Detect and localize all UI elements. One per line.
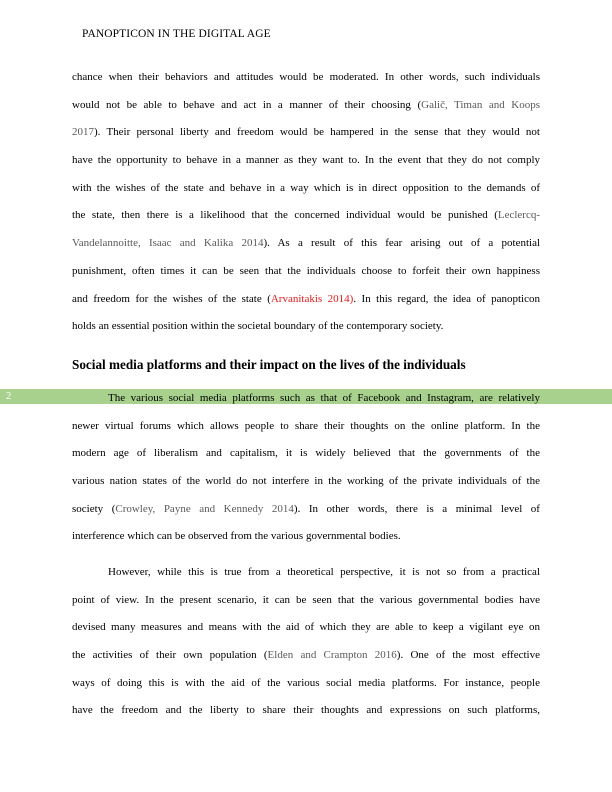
text-line: society (Crowley, Payne and Kennedy 2014). In other words, there is a minimal level of <box>72 502 540 515</box>
running-head: PANOPTICON IN THE DIGITAL AGE <box>82 28 271 40</box>
page-number: 2 <box>6 391 12 402</box>
text-line: However, while this is true from a theoretical perspective, it is not so from a practical <box>108 566 540 578</box>
text-line: point of view. In the present scenario, it can be seen that the various governmental bodies have <box>72 593 540 606</box>
text-line: with the wishes of the state and behave in a way which is in direct opposition to the demands of <box>72 181 540 194</box>
text-line: have the freedom and the liberty to share their thoughts and expressions on such platforms, <box>72 704 540 717</box>
text-line: ways of doing this is with the aid of the various social media platforms. For instance, people <box>72 676 540 689</box>
paragraph-2 <box>72 385 540 551</box>
citation: 2017 <box>72 126 94 139</box>
text-line: various nation states of the world do not interfere in the working of the private individuals of the <box>72 475 540 488</box>
citation: Elden and Crampton 2016 <box>267 649 397 662</box>
citation: Galič, Timan and Koops <box>421 98 541 111</box>
text-line: 2017). Their personal liberty and freedom would be hampered in the sense that they would not <box>72 126 540 139</box>
paragraph-3 <box>72 559 540 725</box>
paragraph-1 <box>72 64 540 341</box>
text-line: punishment, often times it can be seen that the individuals choose to forfeit their own happiness <box>72 264 540 277</box>
text-line: have the opportunity to behave in a manner as they want to. In the event that they do not comply <box>72 154 540 167</box>
text-line: the state, then there is a likelihood that the concerned individual would be punished (Leclercq- <box>72 209 540 222</box>
text-line: and freedom for the wishes of the state (Arvanitakis 2014). In this regard, the idea of panopticon <box>72 292 540 305</box>
citation: Crowley, Payne and Kennedy 2014 <box>115 502 294 515</box>
text-line: would not be able to behave and act in a manner of their choosing (Galič, Timan and Koops <box>72 98 541 111</box>
text-line: modern age of liberalism and capitalism, it is widely believed that the governments of the <box>72 447 540 460</box>
citation-highlighted: Arvanitakis 2014) <box>270 292 354 305</box>
text-line: the activities of their own population (Elden and Crampton 2016). One of the most effective <box>72 649 540 662</box>
citation: Leclercq- <box>497 209 540 222</box>
section-heading: Social media platforms and their impact on the lives of the individuals <box>72 357 466 372</box>
text-line: newer virtual forums which allows people to share their thoughts on the online platform. In the <box>72 419 540 432</box>
text-line: interference which can be observed from the various governmental bodies. <box>72 530 401 543</box>
text-line: devised many measures and means with the aid of which they are able to keep a vigilant eye on <box>72 621 540 634</box>
text-line: chance when their behaviors and attitudes would be moderated. In other words, such individuals <box>72 71 540 83</box>
text-line: Vandelannoitte, Isaac and Kalika 2014). As a result of this fear arising out of a potential <box>72 237 541 250</box>
text-line: The various social media platforms such as that of Facebook and Instagram, are relatively <box>108 392 540 404</box>
text-line: holds an essential position within the societal boundary of the contemporary society. <box>72 320 444 333</box>
citation: Vandelannoitte, Isaac and Kalika 2014 <box>72 237 264 250</box>
